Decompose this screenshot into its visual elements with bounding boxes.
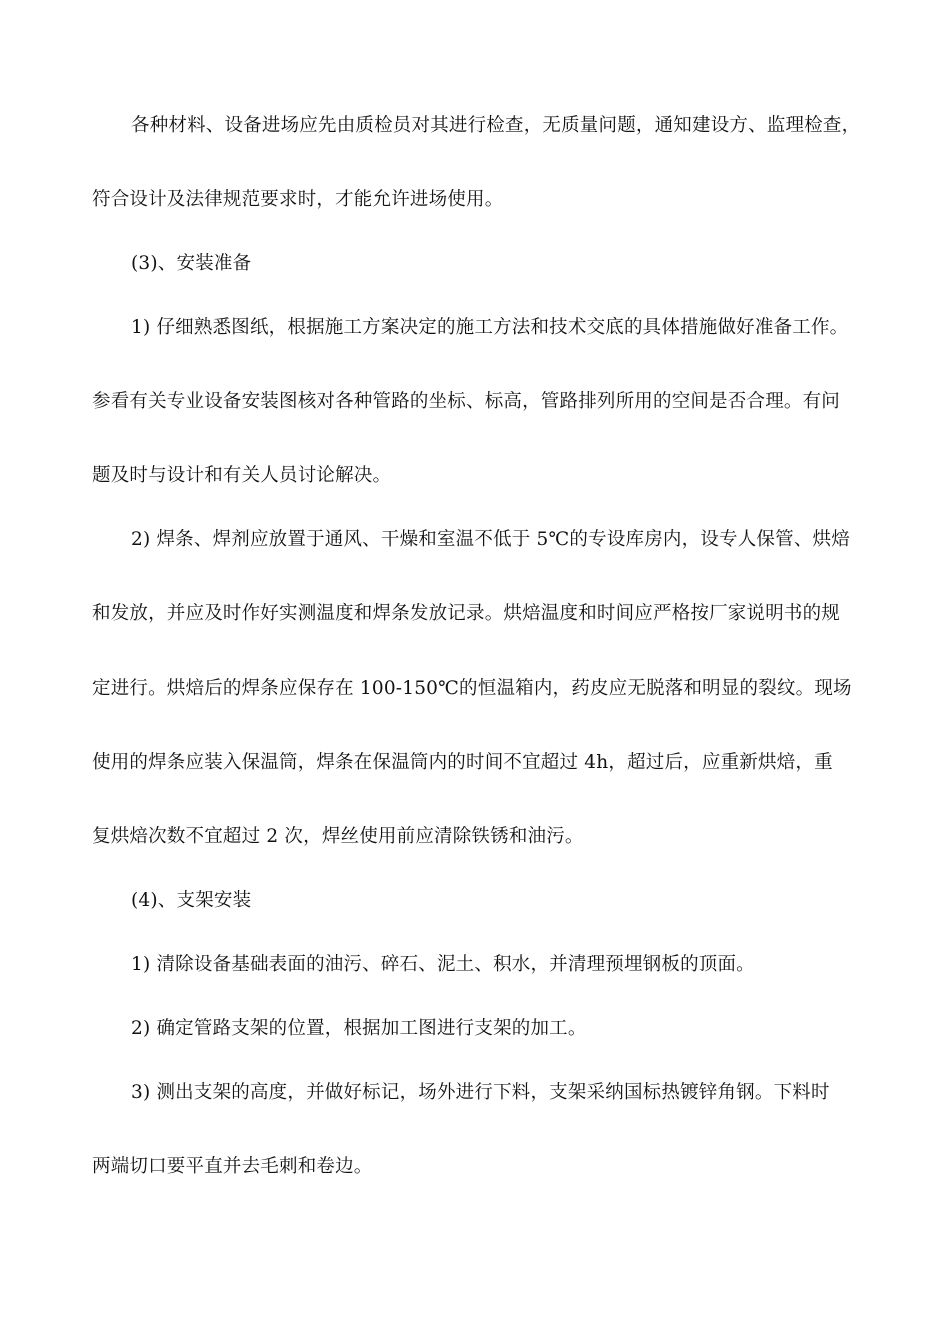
paragraph-line-pipe-coordinates: 参看有关专业设备安装图核对各种管路的坐标、标高，管路排列所用的空间是否合理。有问 <box>92 391 841 412</box>
paragraph-line-cut-ends: 两端切口要平直并去毛刺和卷边。 <box>92 1156 373 1177</box>
paragraph-line-materials-approval: 符合设计及法律规范要求时，才能允许进场使用。 <box>92 189 504 210</box>
paragraph-line-materials-inspection: 各种材料、设备进场应先由质检员对其进行检查，无质量问题，通知建设方、监理检查， <box>131 115 861 136</box>
paragraph-line-insulated-cylinder: 使用的焊条应装入保温筒，焊条在保温筒内的时间不宜超过 4h，超过后，应重新烘焙，重 <box>92 752 833 773</box>
section-heading-support-installation: (4)、支架安装 <box>131 890 252 911</box>
paragraph-line-electrode-records: 和发放，并应及时作好实测温度和焊条发放记录。烘焙温度和时间应严格按厂家说明书的规 <box>92 603 841 624</box>
section-heading-installation-prep: (3)、安装准备 <box>131 253 252 274</box>
paragraph-line-clean-foundation: 1) 清除设备基础表面的油污、碎石、泥土、积水，并清理预埋钢板的顶面。 <box>131 954 755 975</box>
paragraph-line-rebaking: 复烘焙次数不宜超过 2 次，焊丝使用前应清除铁锈和油污。 <box>92 826 584 847</box>
paragraph-line-discussion: 题及时与设计和有关人员讨论解决。 <box>92 465 392 486</box>
paragraph-line-drawings: 1) 仔细熟悉图纸，根据施工方案决定的施工方法和技术交底的具体措施做好准备工作。 <box>131 317 849 338</box>
paragraph-line-electrode-storage: 2) 焊条、焊剂应放置于通风、干燥和室温不低于 5℃的专设库房内，设专人保管、烘焙 <box>131 529 850 550</box>
paragraph-line-baking: 定进行。烘焙后的焊条应保存在 100-150℃的恒温箱内，药皮应无脱落和明显的裂纹。现场 <box>92 678 852 699</box>
paragraph-line-support-position: 2) 确定管路支架的位置，根据加工图进行支架的加工。 <box>131 1018 587 1039</box>
paragraph-line-support-height: 3) 测出支架的高度，并做好标记，场外进行下料，支架采纳国标热镀锌角钢。下料时 <box>131 1082 830 1103</box>
